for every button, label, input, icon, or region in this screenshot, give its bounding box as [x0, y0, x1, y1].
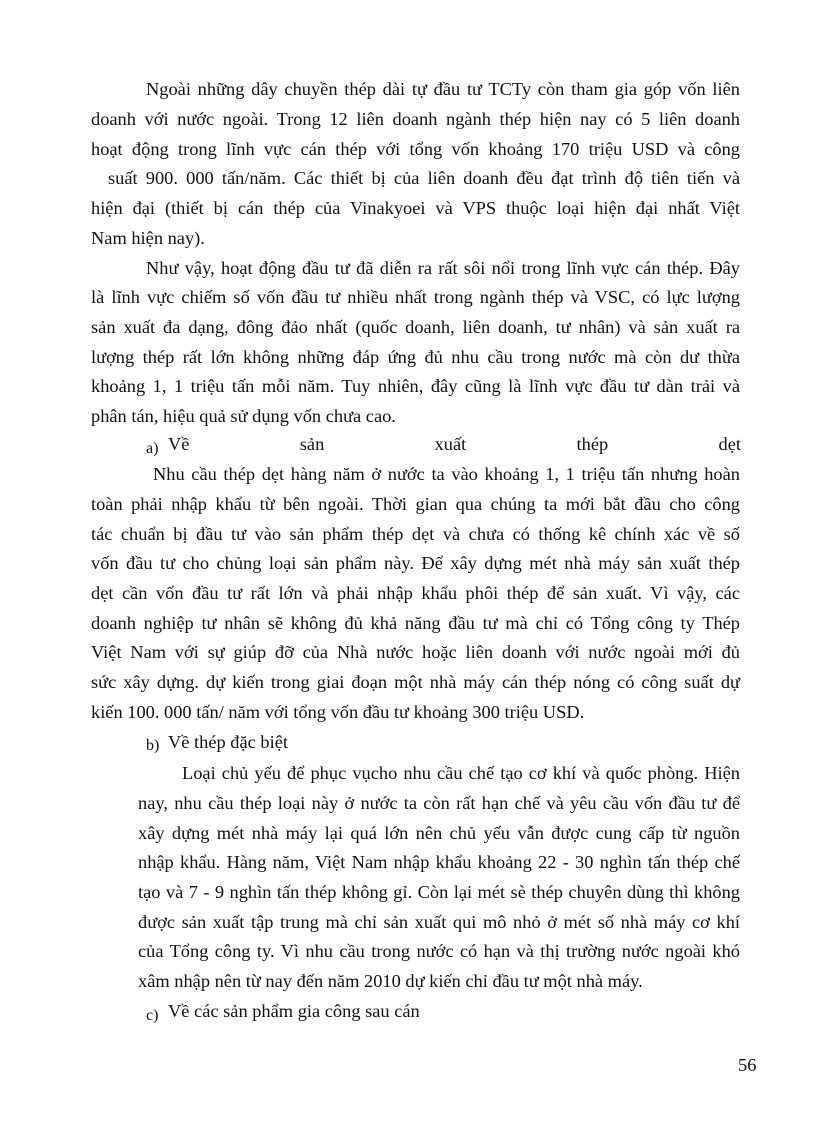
text-line: toàn phải nhập khẩu từ bên ngoài. Thời gian qua chúng ta mới bắt đầu cho công [91, 494, 740, 514]
text-line: sản xuất đa dạng, đông đảo nhất (quốc doanh, liên doanh, tư nhân) và sản xuất ra [91, 317, 740, 337]
text-line: dẹt cần vốn đầu tư rất lớn và phải nhập khẩu phôi thép để sản xuất. Vì vậy, các [91, 583, 740, 603]
section-b-marker: b) [146, 737, 160, 754]
text-line: của Tổng công ty. Vì nhu cầu trong nước có hạn và thị trường nước ngoài khó [138, 941, 740, 961]
text-line: Việt Nam với sự giúp đỡ của Nhà nước hoặc liên doanh với nước ngoài mới đủ [91, 642, 740, 662]
text-line: tạo và 7 - 9 nghìn tấn thép không gỉ. Còn lại mét sè thép chuyên dùng thì không [138, 882, 740, 902]
text-line: Ngoài những dây chuyền thép dài tự đầu tư TCTy còn tham gia góp vốn liên [146, 79, 740, 99]
section-a-marker: a) [146, 440, 159, 457]
heading-word: xuất [434, 434, 467, 454]
text-line: là lĩnh vực chiếm số vốn đầu tư nhiều nhất trong ngành thép và VSC, có lực lượng [91, 287, 740, 307]
section-b-heading: Về thép đặc biệt [168, 732, 288, 752]
text-line: nay, nhu cầu thép loại này ở nước ta còn rất hạn chế và yêu cầu vốn đầu tư để [138, 793, 740, 813]
section-c-marker: c) [146, 1007, 159, 1024]
text-line: được sản xuất tập trung mà chỉ sản xuất qui mô nhỏ ở mét số nhà máy cơ khí [138, 912, 740, 932]
text-line: Như vậy, hoạt động đầu tư đã diễn ra rất sôi nổi trong lĩnh vực cán thép. Đây [146, 258, 740, 278]
heading-word: Về [168, 434, 190, 454]
text-line: khoảng 1, 1 triệu tấn mỗi năm. Tuy nhiên, đây cũng là lĩnh vực đầu tư dàn trải và [91, 376, 740, 396]
heading-word: dẹt [718, 434, 741, 454]
text-line: Nam hiện nay). [91, 228, 205, 248]
text-line: xâm nhập nên từ nay đến năm 2010 dự kiến chỉ đầu tư một nhà máy. [138, 971, 643, 991]
page-number: 56 [738, 1055, 757, 1075]
text-line: nhập khẩu. Hàng năm, Việt Nam nhập khẩu khoảng 22 - 30 nghìn tấn thép chế [138, 852, 740, 872]
text-line: tác chuẩn bị đầu tư vào sản phẩm thép dẹt và chưa có thống kê chính xác về số [91, 524, 740, 544]
text-line: sức xây dựng. dự kiến trong giai đoạn một nhà máy cán thép nóng có công suất dự [91, 672, 740, 692]
text-line: phân tán, hiệu quả sử dụng vốn chưa cao. [91, 406, 396, 426]
text-line: doanh với nước ngoài. Trong 12 liên doanh ngành thép hiện nay có 5 liên doanh [91, 109, 740, 129]
section-a-heading [168, 432, 741, 456]
text-line: suất 900. 000 tấn/năm. Các thiết bị của liên doanh đều đạt trình độ tiên tiến và [108, 168, 740, 188]
text-line: Loại chủ yếu để phục vụcho nhu cầu chế tạo cơ khí và quốc phòng. Hiện [182, 763, 740, 783]
text-line: Nhu cầu thép dẹt hàng năm ở nước ta vào khoảng 1, 1 triệu tấn nhưng hoàn [153, 464, 740, 484]
heading-word: thép [576, 434, 609, 454]
text-line: vốn đầu tư cho chủng loại sản phẩm này. Để xây dựng mét nhà máy sản xuất thép [91, 553, 740, 573]
text-line: kiến 100. 000 tấn/ năm với tổng vốn đầu tư khoảng 300 triệu USD. [91, 702, 585, 722]
text-line: xây dựng mét nhà máy lại quá lớn nên chủ yếu vẫn được cung cấp từ nguồn [138, 823, 740, 843]
section-c-heading: Về các sản phẩm gia công sau cán [168, 1001, 420, 1021]
heading-word: sản [299, 434, 325, 454]
text-line: hoạt động trong lĩnh vực cán thép với tổng vốn khoảng 170 triệu USD và công [91, 139, 740, 159]
text-line: doanh nghiệp tư nhân sẽ không đủ khả năng đầu tư mà chỉ có Tổng công ty Thép [91, 613, 740, 633]
text-line: lượng thép rất lớn không những đáp ứng đủ nhu cầu trong nước mà còn dư thừa [91, 347, 740, 367]
text-line: hiện đại (thiết bị cán thép của Vinakyoei và VPS thuộc loại hiện đại nhất Việt [91, 198, 740, 218]
